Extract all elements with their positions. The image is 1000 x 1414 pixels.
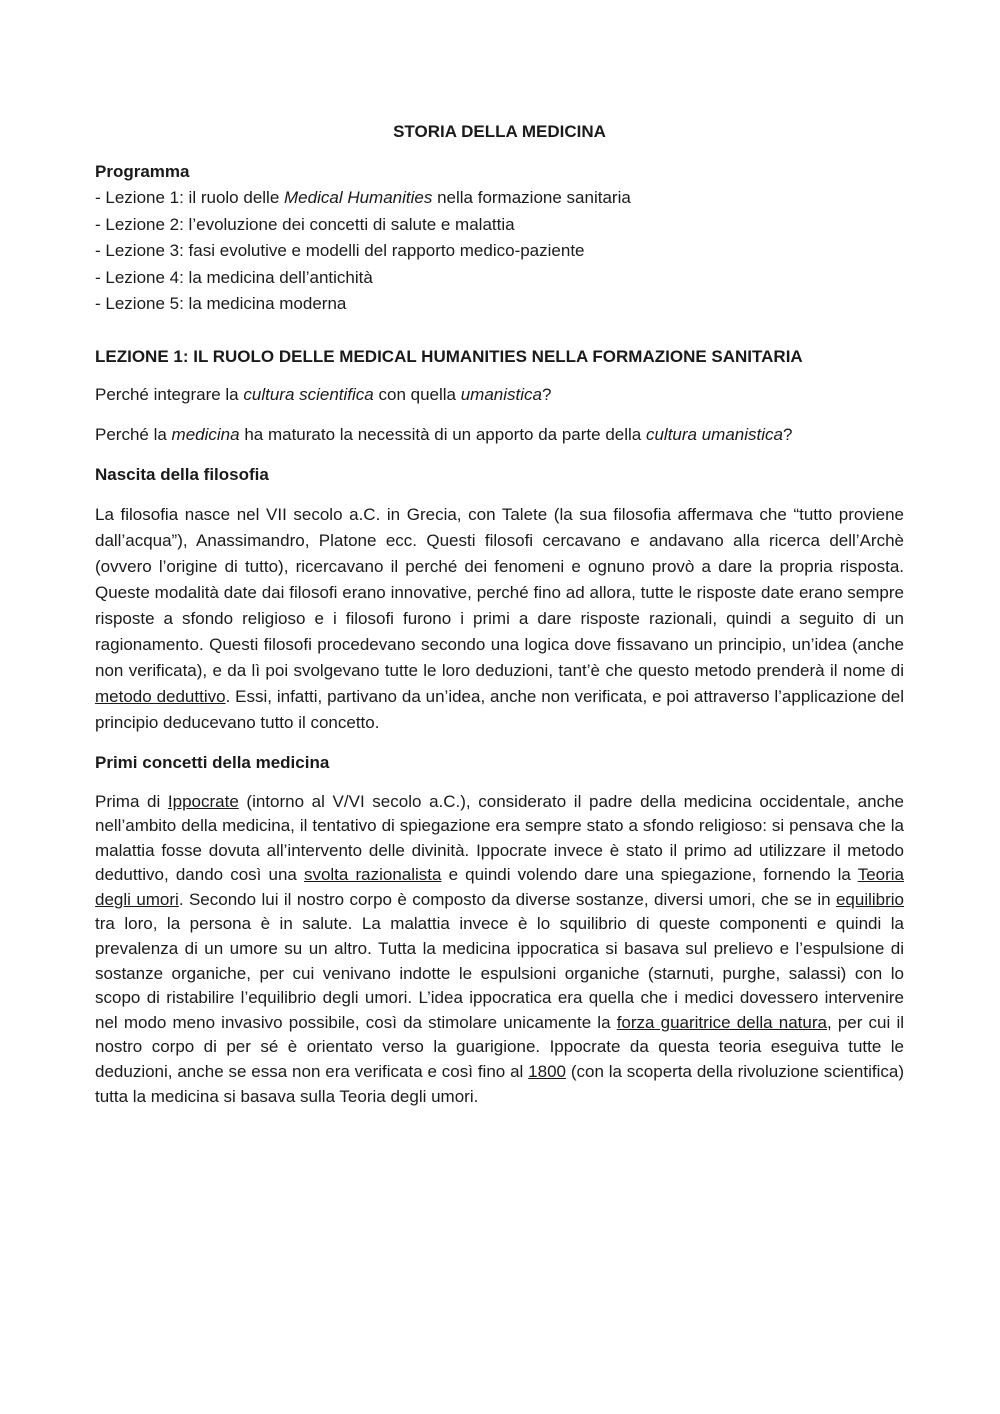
- medicine-text-5: tra loro, la persona è in salute. La malattia invece è lo squilibrio di queste componenti e quindi la prevalenza di un umore su un altro. Tutta la medicina ippocratica si basava sul prelievo e l’espulsione di sostanze organiche, per cui venivano indotte le espulsioni organiche (starnuti, purghe, salassi) con lo scopo di ristabilire l’equilibrio degli umori. L’idea ippocratica era quella che i medici dovessero intervenire nel modo meno invasivo possibile, così da stimolare unicamente la: [95, 914, 904, 1032]
- program-item-4: - Lezione 4: la medicina dell’antichità: [95, 267, 373, 287]
- lesson-1-heading: LEZIONE 1: IL RUOLO DELLE MEDICAL HUMANITIES NELLA FORMAZIONE SANITARIA: [95, 346, 803, 366]
- question-1-a: Perché integrare la: [95, 384, 244, 404]
- program-item-1-italic: Medical Humanities: [284, 188, 433, 207]
- medicine-term-1800: 1800: [528, 1062, 566, 1082]
- medicine-text-7: (con la scoperta della rivoluzione scientifica) tutta la medicina si basava sulla Teoria degli umori.: [95, 1062, 905, 1106]
- question-2-c: ha maturato la necessità di un apporto da parte della: [239, 424, 646, 444]
- medicine-text-4: . Secondo lui il nostro corpo è composto da diverse sostanze, diversi umori, che se in: [178, 889, 836, 909]
- philosophy-underlined-term: metodo deduttivo: [95, 686, 226, 706]
- question-1-c: con quella: [373, 384, 461, 404]
- question-2-d: cultura umanistica: [645, 424, 783, 444]
- question-1-b: cultura scientifica: [243, 384, 374, 404]
- question-1-e: ?: [541, 384, 552, 404]
- philosophy-heading: Nascita della filosofia: [95, 464, 269, 484]
- medicine-text-1: Prima di: [95, 791, 168, 811]
- question-2: [95, 422, 904, 448]
- question-2-b: medicina: [171, 424, 240, 444]
- document-page: [95, 119, 904, 1123]
- question-2-a: Perché la: [95, 424, 172, 444]
- program-item-1: [95, 185, 904, 212]
- program-item-2: - Lezione 2: l’evoluzione dei concetti di salute e malattia: [95, 214, 515, 234]
- medicine-heading: Primi concetti della medicina: [95, 752, 330, 772]
- medicine-term-ippocrate: Ippocrate: [167, 791, 239, 811]
- document-title: STORIA DELLA MEDICINA: [393, 122, 606, 141]
- philosophy-text-before: La filosofia nasce nel VII secolo a.C. in Grecia, con Talete (la sua filosofia affermava che “tutto proviene dall’acqua”), Anassimandro, Platone ecc. Questi filosofi cercavano e andavano alla ricerca dell’Archè (ovvero l’origine di tutto), ricercavano il perché dei fenomeni e ognuno provò a dare la propria risposta. Queste modalità date dai filosofi erano innovative, perché fino ad allora, tutte le risposte date erano sempre risposte a sfondo religioso e i filosofi furono i primi a dare risposte razionali, quindi a seguito di un ragionamento. Questi filosofi procedevano secondo una logica dove fissavano un principio, un’idea (anche non verificata), e da lì poi svolgevano tutte le loro deduzioni, tant’è che questo metodo prenderà il nome di: [95, 504, 904, 680]
- philosophy-paragraph: [95, 502, 904, 736]
- question-1-d: umanistica: [460, 384, 542, 404]
- medicine-term-teoria: Teoria degli umori: [95, 865, 904, 909]
- program-item-1-after: nella formazione sanitaria: [432, 188, 631, 207]
- question-2-e: ?: [782, 424, 793, 444]
- program-item-3: - Lezione 3: fasi evolutive e modelli del rapporto medico-paziente: [95, 241, 585, 260]
- program-list: [95, 185, 904, 318]
- program-item-5: - Lezione 5: la medicina moderna: [95, 294, 347, 313]
- medicine-text-2: (intorno al V/VI secolo a.C.), considerato il padre della medicina occidentale, anche nell’ambito della medicina, il tentativo di spiegazione era sempre stato a sfondo religioso: si pensava che la malattia fosse dovuta all’intervento delle divinità. Ippocrate invece è stato il primo ad utilizzare il metodo deduttivo, dando così una: [95, 791, 904, 885]
- question-1: [95, 382, 904, 408]
- medicine-term-forza: forza guaritrice della natura: [616, 1012, 827, 1032]
- medicine-text-3: e quindi volendo dare una spiegazione, fornendo la: [441, 865, 858, 885]
- medicine-term-svolta: svolta razionalista: [303, 865, 442, 885]
- philosophy-text-after: . Essi, infatti, partivano da un’idea, anche non verificata, e poi attraverso l’applicazione del principio deducevano tutto il concetto.: [95, 686, 904, 732]
- medicine-text-6: , per cui il nostro corpo di per sé è orientato verso la guarigione. Ippocrate da questa teoria eseguiva tutte le deduzioni, anche se essa non era verificata e così fino al: [95, 1012, 904, 1082]
- program-heading: Programma: [95, 162, 190, 181]
- medicine-paragraph: [95, 790, 904, 1110]
- medicine-term-equilibrio: equilibrio: [835, 889, 904, 909]
- program-item-1-before: - Lezione 1: il ruolo delle: [95, 188, 285, 207]
